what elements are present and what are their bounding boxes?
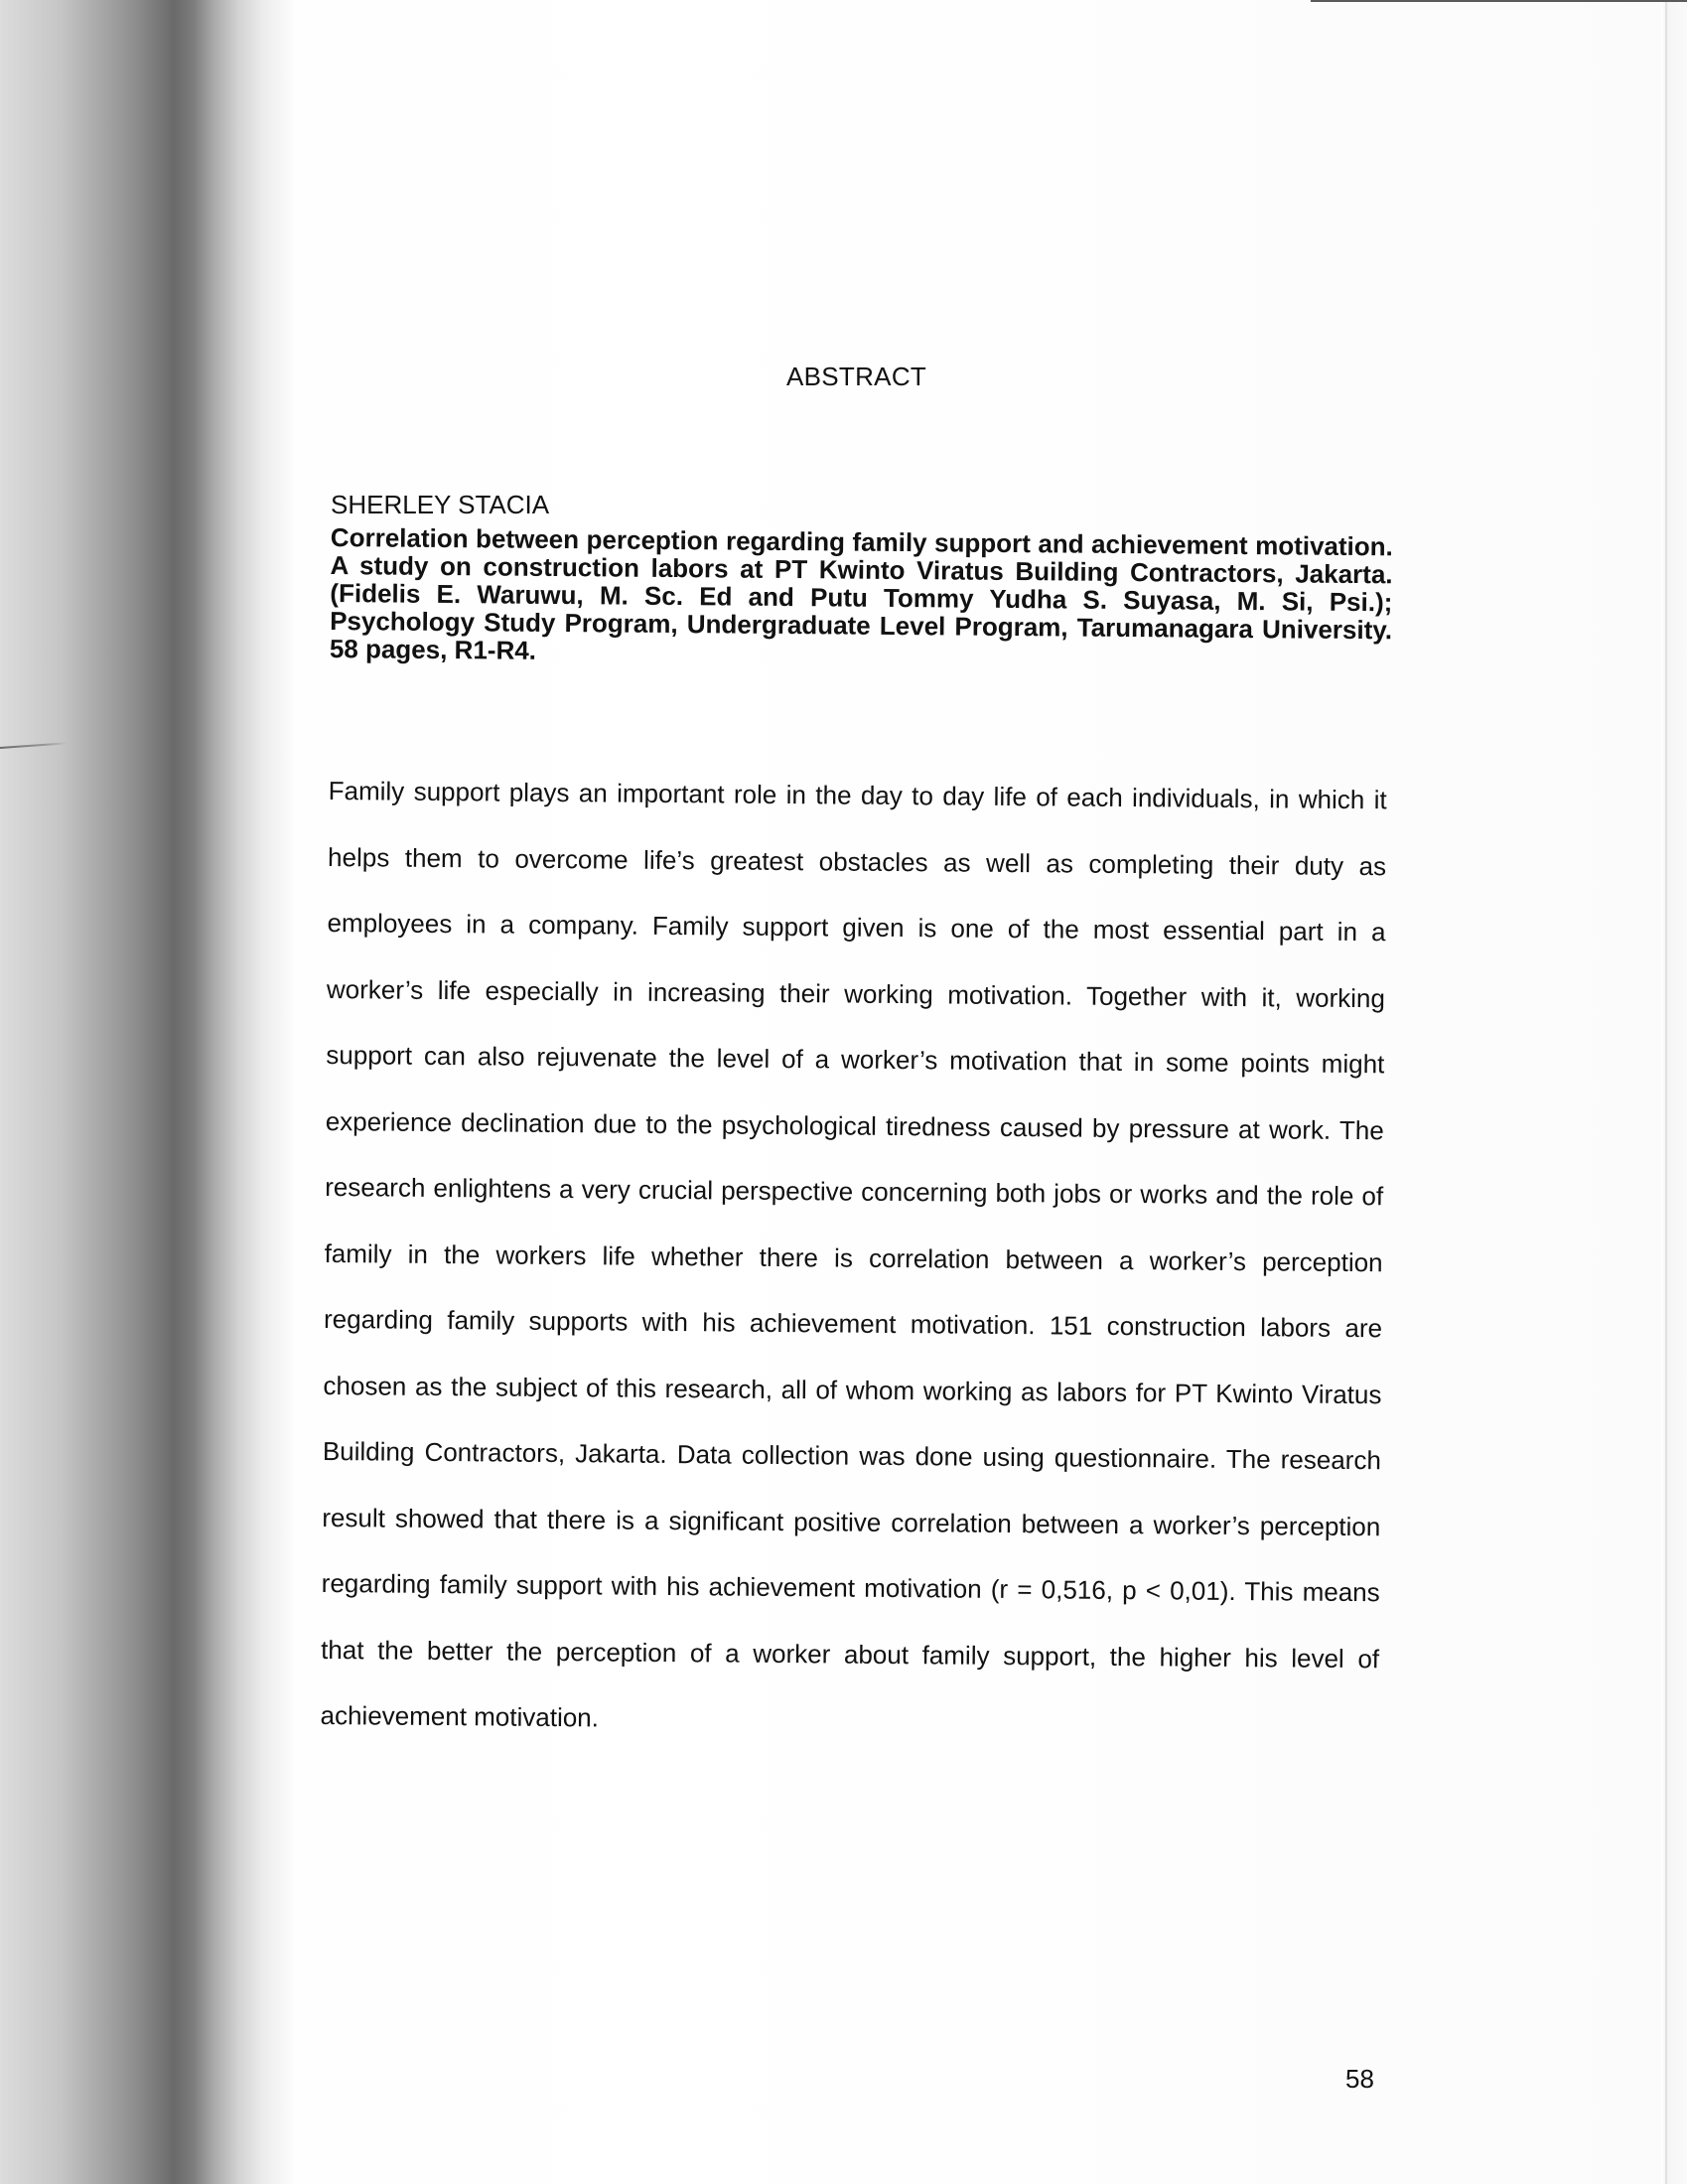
page-title: ABSTRACT [786, 362, 927, 391]
top-page-edge [1311, 0, 1687, 2]
right-edge-line [1665, 0, 1667, 2184]
binding-shadow [0, 0, 298, 2184]
page-number: 58 [1345, 2064, 1374, 2094]
abstract-body: Family support plays an important role in the day to day life of each individuals, in which it helps them to overcome life’s greatest obstacles as well as completing their duty as employees in a company. Family support given is one of the most essential part in a worker’s life especially in increasing their working motivation. Together with it, working support can also rejuvenate the level of a worker’s motivation that in some points might experience declination due to the psychological tiredness caused by pressure at work. The research enlightens a very crucial perspective concerning both jobs or works and the role of family in the workers life whether there is correlation between a worker’s perception regarding family supports with his achievement motivation. 151 construction labors are chosen as the subject of this research, all of whom working as labors for PT Kwinto Viratus Building Contractors, Jakarta. Data collection was done using questionnaire. The research result showed that there is a significant positive correlation between a worker’s perception regarding family support with his achievement motivation (r = 0,516, p < 0,01). This means that the better the perception of a worker about family support, the higher his level of achievement motivation. [320, 775, 1387, 1733]
author-name: SHERLEY STACIA [331, 490, 550, 519]
citation-block: Correlation between perception regarding family support and achievement motivation. A study on construction labors at PT Kwinto Viratus Building Contractors, Jakarta. (Fidelis E. Waruwu, M. Sc. Ed and Putu Tommy Yudha S. Suyasa, M. Si, Psi.); Psychology Study Program, Undergraduate Level Program, Tarumanagara University. 58 pages, R1-R4. [329, 522, 1393, 665]
